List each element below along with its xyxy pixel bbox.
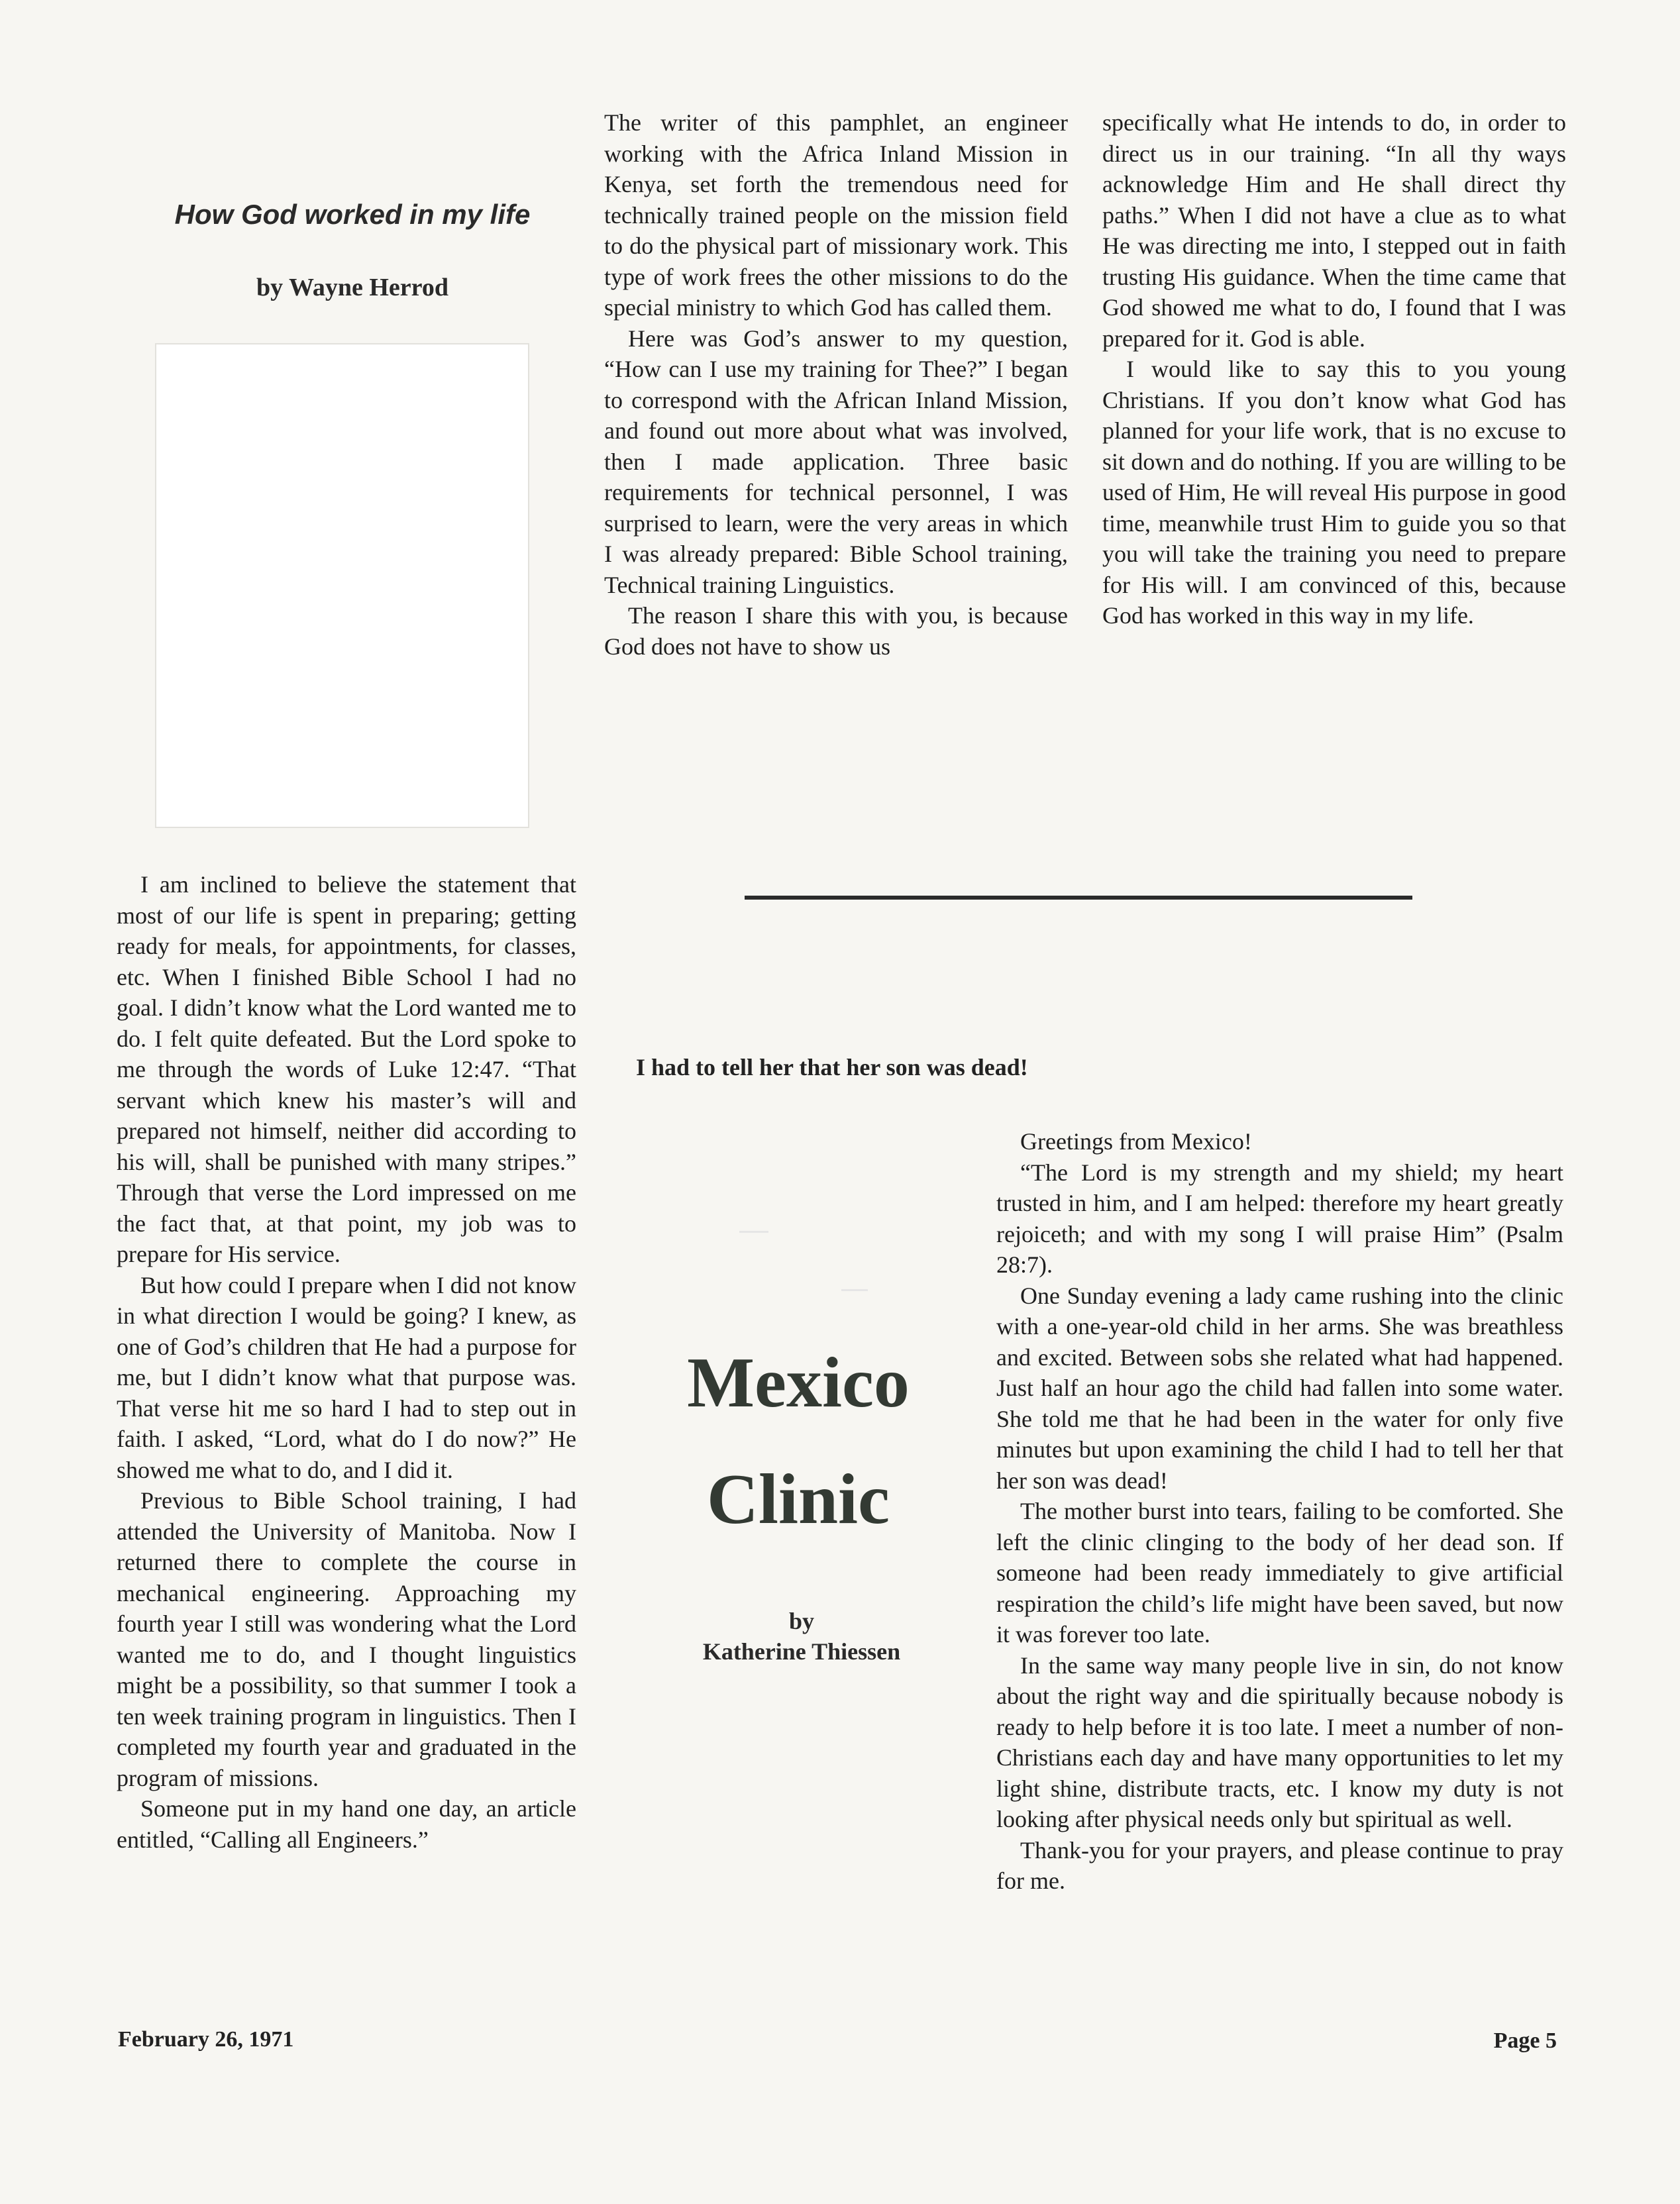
paragraph: “The Lord is my strength and my shield; my heart trusted in him, and I am helped: therefore my heart greatly rejoiceth; and with my song I will praise Him” (Psalm 28:7). <box>996 1159 1563 1278</box>
paragraph: I am inclined to believe the statement that most of our life is spent in preparing; getting ready for meals, for appointments, for classes, etc. When I finished Bible School I had no goal. I didn’t know what the Lord wanted me to do. I felt quite defeated. But the Lord spoke to me through the words of Luke 12:47. “That servant which knew his master’s will and prepared not himself, neither did according to his will, shall be punished with many stripes.” Through that verse the Lord impressed on me the fact that, at that point, my job was to prepare for His service. <box>117 871 576 1267</box>
paragraph: But how could I prepare when I did not know in what direction I would be going? I knew, as one of God’s children that He had a purpose for me, but I didn’t know what that purpose was. That verse hit me so hard I had to step out in faith. I asked, “Lord, what do I do now?” He showed me what to do, and I did it. <box>117 1271 576 1483</box>
article2-byline <box>669 1606 934 1667</box>
paragraph: Previous to Bible School training, I had attended the University of Manitoba. Now I returned there to complete the course in mechanical engineering. Approaching my fourth year I still was wondering what the Lord wanted me to do, and I thought linguistics might be a possibility, so that summer I took a ten week training program in linguistics. Then I completed my fourth year and graduated in the program of missions. <box>117 1487 576 1791</box>
paragraph: I would like to say this to you young Christians. If you don’t know what God has planned for your life work, that is no excuse to sit down and do nothing. If you are willing to be used of Him, He will reveal His purpose in good time, meanwhile trust Him to guide you so that you will take the training you need to prepare for His will. I am convinced of this, because God has worked in this way in my life. <box>1102 356 1566 629</box>
author-name: Katherine Thiessen <box>702 1638 901 1665</box>
paragraph: The reason I share this with you, is because God does not have to show us <box>604 602 1068 660</box>
paragraph: Someone put in my hand one day, an article entitled, “Calling all Engineers.” <box>117 1795 576 1853</box>
article1-column-1 <box>117 869 576 1855</box>
author-photo-placeholder <box>155 343 529 828</box>
paragraph: Here was God’s answer to my question, “How can I use my training for Thee?” I began to correspond with the African Inland Mission, and found out more about what was involved, then I made application. Three basic requirements for technical personnel, I was surprised to learn, were the very areas in which I was already prepared: Bible School training, Technical training Linguistics. <box>604 325 1068 598</box>
paragraph: One Sunday evening a lady came rushing into the clinic with a one-year-old child in her arms. She was breathless and excited. Between sobs she related what had happened. Just half an hour ago the child had fallen into some water. She told me that he had been in the water for only five minutes but upon examining the child I had to tell her that her son was dead! <box>996 1282 1563 1494</box>
section-divider <box>745 896 1412 900</box>
article1-column-3 <box>1102 107 1566 631</box>
paragraph: specifically what He intends to do, in order to direct us in our training. “In all thy ways acknowledge Him and He shall direct thy paths.” When I did not have a clue as to what He was directing me into, I stepped out in faith trusting His guidance. When the time came that God showed me what to do, I found that I was prepared for it. God is able. <box>1102 109 1566 352</box>
paragraph: The mother burst into tears, failing to be comforted. She left the clinic clinging to the body of her dead son. If someone had been ready immediately to give artificial respiration the child’s life might have been saved, but now it was forever too late. <box>996 1498 1563 1648</box>
paragraph: In the same way many people live in sin, do not know about the right way and die spiritually because nobody is ready to help before it is too late. I meet a number of non-Christians each day and have many opportunities to let my light shine, distribute tracts, etc. I know my duty is not looking after physical needs only but spiritual as well. <box>996 1652 1563 1832</box>
title-line-2: Clinic <box>706 1460 890 1539</box>
article-byline: by Wayne Herrod <box>256 274 448 301</box>
title-line-1: Mexico <box>687 1343 910 1422</box>
article2-title <box>643 1325 954 1558</box>
article2-headline: I had to tell her that her son was dead! <box>636 1054 1028 1080</box>
article1-column-2 <box>604 107 1068 662</box>
byline-by: by <box>788 1608 815 1634</box>
page-number: Page 5 <box>1493 2028 1557 2053</box>
paragraph: Greetings from Mexico! <box>1020 1128 1252 1155</box>
print-mark <box>841 1289 868 1291</box>
issue-date: February 26, 1971 <box>118 2027 294 2052</box>
article-title: How God worked in my life <box>174 199 531 230</box>
article2-body <box>996 1126 1563 1897</box>
print-mark <box>739 1231 768 1233</box>
paragraph: Thank-you for your prayers, and please continue to pray for me. <box>996 1836 1563 1894</box>
paragraph: The writer of this pamphlet, an engineer working with the Africa Inland Mission in Kenya, set forth the tremendous need for technically trained people on the mission field to do the physical part of missionary work. This type of work frees the other missions to do the special ministry to which God has called them. <box>604 109 1068 321</box>
